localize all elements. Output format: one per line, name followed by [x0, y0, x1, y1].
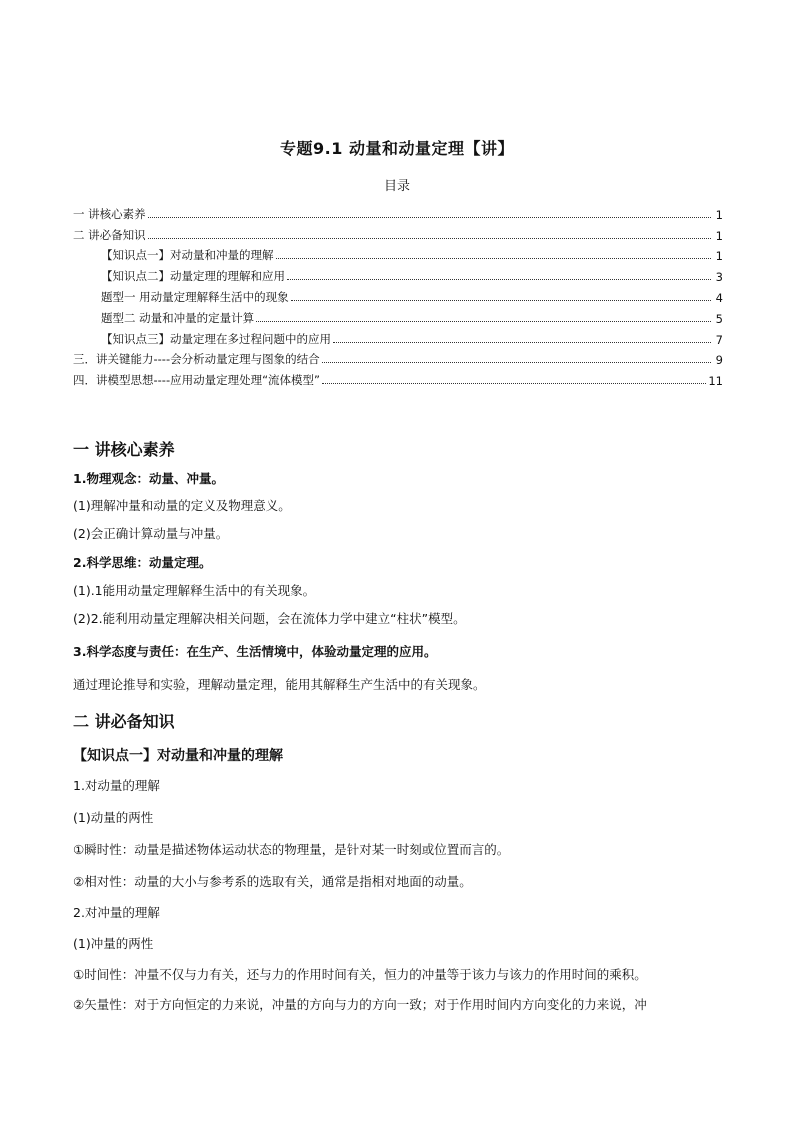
toc-page-number: 4	[715, 290, 723, 305]
document-title: 专题9.1 动量和动量定理【讲】	[280, 139, 514, 158]
paragraph: ②矢量性：对于方向恒定的力来说，冲量的方向与力的方向一致；对于作用时间内方向变化的力来说，冲	[73, 997, 647, 1012]
subsection-heading: 【知识点一】对动量和冲量的理解	[73, 748, 283, 764]
toc-leader	[291, 300, 711, 301]
toc-page-number: 7	[715, 332, 723, 347]
toc-entry[interactable]	[73, 347, 723, 368]
toc-heading: 目录	[383, 179, 410, 194]
toc-entry-text: 题型二 动量和冲量的定量计算	[101, 310, 255, 325]
toc-entry[interactable]	[73, 263, 723, 284]
paragraph: 1.物理观念：动量、冲量。	[73, 471, 224, 486]
toc-entry[interactable]	[73, 284, 723, 305]
paragraph: (1)动量的两性	[73, 810, 154, 825]
paragraph: (1)冲量的两性	[73, 936, 154, 951]
paragraph: ①时间性：冲量不仅与力有关，还与力的作用时间有关，恒力的冲量等于该力与该力的作用时间的乘积。	[73, 967, 647, 982]
toc-page-number: 3	[715, 270, 723, 285]
toc-leader	[322, 383, 706, 384]
toc-page-number: 9	[715, 353, 723, 368]
paragraph: ①瞬时性：动量是描述物体运动状态的物理量，是针对某一时刻或位置而言的。	[73, 842, 510, 857]
toc-entry-text: 二 讲必备知识	[73, 227, 146, 242]
toc-entry[interactable]	[73, 243, 723, 264]
toc-entry[interactable]	[73, 305, 723, 326]
paragraph: ②相对性：动量的大小与参考系的选取有关，通常是指相对地面的动量。	[73, 874, 472, 889]
paragraph: 通过理论推导和实验，理解动量定理，能用其解释生产生活中的有关现象。	[73, 677, 486, 692]
toc-leader	[148, 238, 711, 239]
paragraph: (1)理解冲量和动量的定义及物理意义。	[73, 498, 291, 513]
toc-page-number: 1	[715, 249, 723, 264]
toc-leader	[333, 342, 711, 343]
toc-leader	[148, 217, 711, 218]
toc-page-number: 5	[715, 311, 723, 326]
toc-page-number: 11	[708, 374, 723, 389]
toc-entry[interactable]	[73, 201, 723, 222]
toc-entry-text: 题型一 用动量定理解释生活中的现象	[101, 289, 289, 304]
toc-entry-text: 三．讲关键能力----会分析动量定理与图象的结合	[73, 352, 320, 367]
toc-entry[interactable]	[73, 326, 723, 347]
paragraph: (2)2.能利用动量定理解决相关问题，会在流体力学中建立“柱状”模型。	[73, 611, 466, 626]
toc-page-number: 1	[715, 228, 723, 243]
toc-leader	[287, 279, 711, 280]
toc-entry-text: 【知识点三】动量定理在多过程问题中的应用	[101, 331, 331, 346]
toc-entry-text: 一 讲核心素养	[73, 206, 146, 221]
toc-leader	[322, 362, 711, 363]
paragraph: (2)会正确计算动量与冲量。	[73, 526, 229, 541]
section-heading: 一 讲核心素养	[73, 440, 175, 459]
paragraph: 2.对冲量的理解	[73, 905, 160, 920]
toc-entry-text: 【知识点二】动量定理的理解和应用	[101, 269, 285, 284]
toc-leader	[256, 321, 711, 322]
section-heading: 二 讲必备知识	[73, 712, 175, 731]
toc-page-number: 1	[715, 207, 723, 222]
paragraph: 1.对动量的理解	[73, 778, 160, 793]
toc-entry-text: 四．讲模型思想----应用动量定理处理“流体模型”	[73, 373, 321, 388]
table-of-contents	[73, 201, 723, 388]
toc-entry[interactable]	[73, 367, 723, 388]
paragraph: (1).1能用动量定理解释生活中的有关现象。	[73, 583, 316, 598]
toc-entry[interactable]	[73, 222, 723, 243]
paragraph: 3.科学态度与责任：在生产、生活情境中，体验动量定理的应用。	[73, 644, 437, 659]
paragraph: 2.科学思维：动量定理。	[73, 555, 212, 570]
toc-leader	[276, 258, 712, 259]
toc-entry-text: 【知识点一】对动量和冲量的理解	[101, 248, 274, 263]
